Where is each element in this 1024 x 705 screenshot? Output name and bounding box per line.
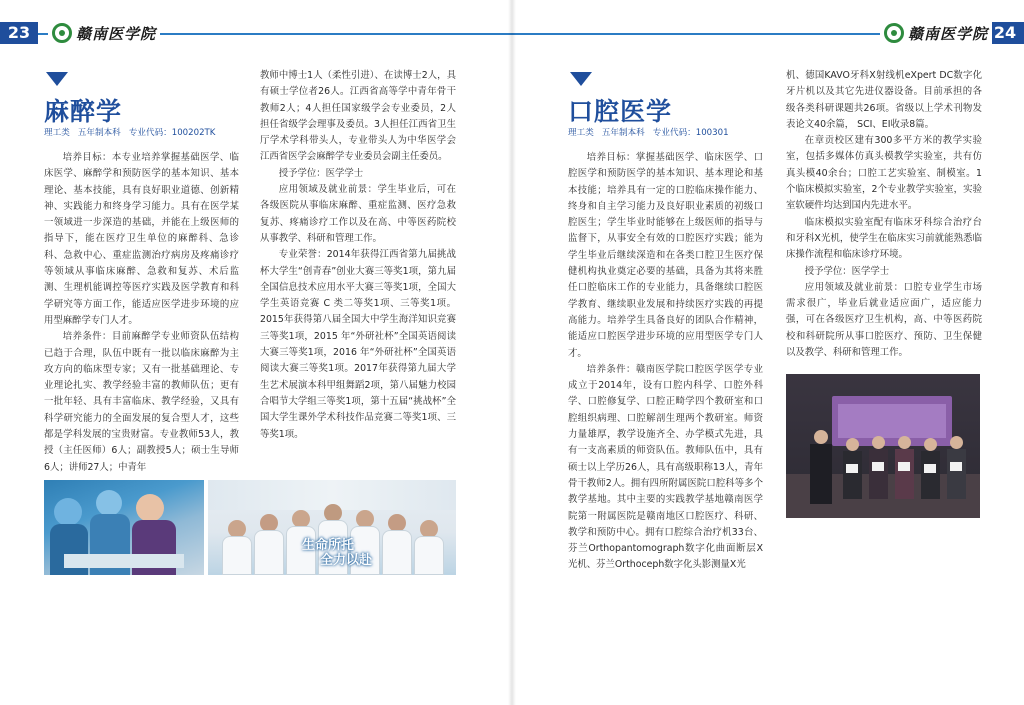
right-page [512,0,1024,705]
school-logo [880,20,992,46]
award-ceremony-photo [786,374,980,518]
page-number: 23 [0,22,38,44]
major-duration: 五年制本科 [77,128,121,138]
page-number: 24 [986,22,1024,44]
major-title: 麻醉学 [44,97,123,126]
text-column-2 [260,68,456,443]
major-category: 理工类 [44,128,70,138]
paragraph: 临床模拟实验室配有临床牙科综合治疗台和牙科X光机，使学生在临床实习前就能熟悉临床操作流程和临床诊疗环境。 [786,216,982,261]
paragraph: 应用领域及就业前景：学生毕业后，可在各级医院从事临床麻醉、重症监测、医疗急救复苏、疼痛诊疗工作以及在高、中等医药院校从事教学、科研和管理工作。 [260,184,456,244]
paragraph: 培养条件：赣南医学院口腔医学医学专业成立于2014年，设有口腔内科学、口腔外科学、口腔修复学、口腔正畸学四个教研室和口腔组织病理、口腔解剖生理两个教研室。师资力量雄厚，教学设施齐全、办学模式先进，具有一支高素质的师资队伍。教师队伍中，具有硕士以上学历26人，具有高级职称13人，青年骨干教师2人。拥有四所附属医院口腔科等多个教学基地。其中主要的实践教学基地赣南医学院第一附属医院是赣南地区口腔医疗、科研、教学和预防中心。拥有口腔综合治疗机33台、芬兰Orthopantomograph数字化曲面断层X光机、芬兰Orthoceph数字化头影测量X光 [568,363,763,571]
major-meta [44,126,223,138]
major-code: 专业代码：100301 [652,128,729,138]
book-gutter [508,0,516,705]
paragraph: 机、德国KAVO牙科X射线机eXpert DC数字化牙片机以及其它先进仪器设备。目前承担的各级各类科研课题共26项。省级以上学术刊物发表论文40余篇， SCI、EI收录8篇。 [786,70,982,130]
major-duration: 五年制本科 [601,128,645,138]
paragraph: 授予学位：医学学士 [278,167,364,179]
slogan-line-2: 全力以赴 [320,553,373,568]
triangle-marker-icon [46,72,68,86]
paragraph: 专业荣誉：2014年获得江西省第九届挑战杯大学生“创青春”创业大赛三等奖1项，第九届全国信息技术应用水平大赛三等奖1项，全国大学生英语竞赛 C 类二等奖1项、三等奖1项。2015年获得第八届全国大中学生海洋知识竞赛三等奖1项，2015 年“外研社杯”全国英语阅读大赛三等奖1项，2016 年“外研社杯”全国英语阅读大赛三等奖1项。2017年获得第九届大学生艺术展演本科甲组舞蹈2项，第八届魅力校园合唱节大学组三等奖1项，第十五届“挑战杯”全国大学生课外学术科技作品竞赛二等奖1项、三等奖1项。 [260,249,456,440]
medical-team-photo [208,480,456,575]
text-column-2 [786,68,982,361]
triangle-marker-icon [570,72,592,86]
photo-slogan [302,538,372,568]
school-emblem-icon [884,23,904,43]
paragraph: 培养条件：目前麻醉学专业师资队伍结构已趋于合理，队伍中既有一批以临床麻醉为主攻方向的临床型专家；又有一批基础理论、专业理论扎实、教学经验丰富的教师队伍；更有一批年轻、具有丰富临床、教学经验，又具有科学研究能力的全面发展的复合型人才，这些都是学科发展的宝贵财富。专业教师53人，教授（主任医师）6人；副教授5人；硕士生导师6人；讲师27人；中青年 [44,331,239,473]
paragraph: 在章贡校区建有300多平方米的教学实验室，包括多媒体仿真头模教学实验室，共有仿真头模40余台；口腔工艺实验室、制模室。1个临床模拟实验室，2个专业教学实验室，实验室软硬件均达到国内先进水平。 [786,135,982,212]
school-logo-text: 赣南医学院 [908,24,989,43]
major-code: 专业代码：100202TK [128,128,216,138]
major-title: 口腔医学 [568,97,673,126]
text-column-1 [44,150,239,476]
paragraph: 培养目标：本专业培养掌握基础医学、临床医学、麻醉学和预防医学的基本知识、基本理论、基本技能，具有良好职业道德、创新精神、实践能力和终身学习能力。具有在医学某一领域进一步深造的基础，并能在上级医师的指导下，能在医疗卫生单位的麻醉科、急诊科、急救中心、重症监测治疗病房及疼痛诊疗等领域从事临床麻醉、急救和复苏、术后监测、生理机能调控等医疗实践及医学教育和科学研究等方面工作，能适应医学进步环境的应用型麻醉学专门人才。 [44,152,239,326]
surgery-photo [44,480,204,575]
school-logo [48,20,160,46]
major-category: 理工类 [568,128,594,138]
paragraph: 教师中博士1人（柔性引进）、在读博士2人，具有硕士学位者26人。江西省高等学中青年骨干教师2人；4人担任国家级学会专业委员，2人担任省级学会理事及委员。3人担任江西省卫生厅学术学科带头人，专业带头人为中华医学会江西省医学会麻醉学专业委员会副主任委员。 [260,70,456,163]
text-column-1 [568,150,763,574]
paragraph: 授予学位：医学学士 [804,265,890,277]
slogan-line-1: 生命所托 [302,538,355,553]
school-emblem-icon [52,23,72,43]
school-logo-text: 赣南医学院 [76,24,157,43]
major-meta [568,126,737,138]
paragraph: 培养目标：掌握基础医学、临床医学、口腔医学和预防医学的基本知识、基本理论和基本技能；培养具有一定的口腔临床操作能力、终身和自主学习能力及良好职业素质的初级口腔医生；学生毕业时能够在上级医师的指导与监督下，从事安全有效的口腔医疗实践；能为学生毕业后继续深造和在各类口腔卫生医疗保健机构执业奠定必要的基础，具备为其将来胜任口腔临床工作的专业能力，具备继续口腔医学教育、继续职业发展和持续医疗实践的再提高能力。培养学生具备良好的团队合作精神，能适应口腔医学进步环境的应用型医学专门人才。 [568,152,763,359]
paragraph: 应用领域及就业前景：口腔专业学生市场需求很广，毕业后就业适应面广，适应能力强，可在各级医疗卫生机构，高、中等医药院校和科研院所从事口腔医疗、预防、卫生保健以及教学、科研和管理工作。 [786,281,982,359]
